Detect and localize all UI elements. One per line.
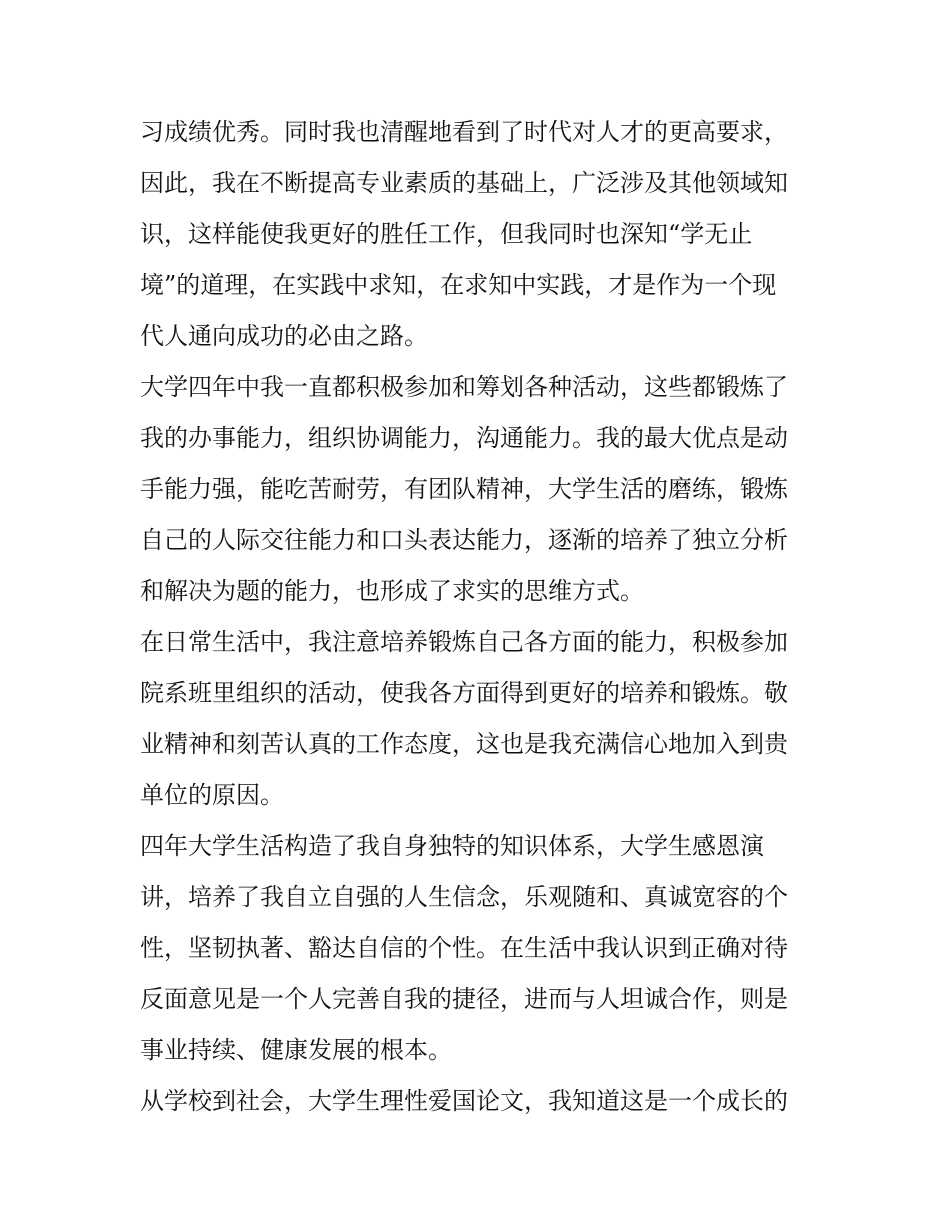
text-line: 业精神和刻苦认真的工作态度，这也是我充满信心地加入到贵 bbox=[140, 730, 788, 758]
text-line: 手能力强，能吃苦耐劳，有团队精神，大学生活的磨练，锻炼 bbox=[140, 475, 788, 503]
text-line: 和解决为题的能力，也形成了求实的思维方式。 bbox=[140, 577, 644, 605]
text-line: 在日常生活中，我注意培养锻炼自己各方面的能力，积极参加 bbox=[140, 628, 788, 656]
paragraph-1 bbox=[140, 107, 820, 362]
text-line: 单位的原因。 bbox=[140, 781, 284, 809]
document-body bbox=[140, 107, 820, 1127]
text-line: 院系班里组织的活动，使我各方面得到更好的培养和锻炼。敬 bbox=[140, 679, 788, 707]
text-line: 我的办事能力，组织协调能力，沟通能力。我的最大优点是动 bbox=[140, 424, 788, 452]
text-line: 境”的道理，在实践中求知，在求知中实践，才是作为一个现 bbox=[140, 271, 777, 299]
text-line: 识，这样能使我更好的胜任工作，但我同时也深知“学无止 bbox=[140, 220, 753, 248]
text-line: 从学校到社会，大学生理性爱国论文，我知道这是一个成长的 bbox=[140, 1087, 788, 1115]
paragraph-3 bbox=[140, 617, 820, 821]
text-line: 事业持续、健康发展的根本。 bbox=[140, 1036, 452, 1064]
text-line: 反面意见是一个人完善自我的捷径，进而与人坦诚合作，则是 bbox=[140, 985, 788, 1013]
paragraph-4 bbox=[140, 821, 820, 1076]
text-line: 大学四年中我一直都积极参加和筹划各种活动，这些都锻炼了 bbox=[140, 373, 788, 401]
text-line: 讲，培养了我自立自强的人生信念，乐观随和、真诚宽容的个 bbox=[140, 883, 788, 911]
text-line: 四年大学生活构造了我自身独特的知识体系，大学生感恩演 bbox=[140, 832, 764, 860]
text-line: 自己的人际交往能力和口头表达能力，逐渐的培养了独立分析 bbox=[140, 526, 788, 554]
text-line: 代人通向成功的必由之路。 bbox=[140, 322, 428, 350]
text-line: 因此，我在不断提高专业素质的基础上，广泛涉及其他领域知 bbox=[140, 169, 788, 197]
paragraph-2 bbox=[140, 362, 820, 617]
paragraph-5 bbox=[140, 1076, 820, 1127]
text-line: 性，坚韧执著、豁达自信的个性。在生活中我认识到正确对待 bbox=[140, 934, 788, 962]
text-line: 习成绩优秀。同时我也清醒地看到了时代对人才的更高要求， bbox=[140, 118, 788, 146]
